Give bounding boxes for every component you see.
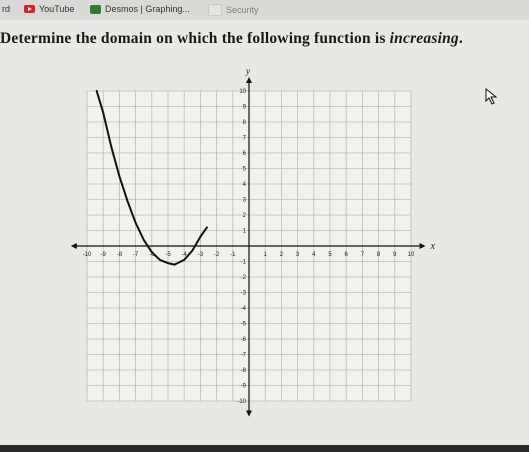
x-tick-label: -4 [181, 252, 187, 258]
y-tick-label: -2 [240, 275, 246, 281]
x-tick-label: -1 [230, 252, 236, 258]
bookmark-desmos-label: Desmos | Graphing... [105, 4, 190, 14]
y-tick-label: -9 [240, 383, 246, 390]
x-tick-label: 5 [328, 252, 332, 258]
y-tick-label: -1 [240, 259, 246, 266]
y-axis-label: y [246, 65, 250, 76]
x-tick-label: 3 [295, 252, 300, 258]
bookmark-security-label: Security [226, 5, 259, 15]
x-tick-label: 2 [279, 252, 284, 258]
mouse-cursor-icon [485, 88, 499, 106]
x-tick-label: 7 [360, 252, 365, 258]
x-tick-label: 9 [393, 252, 397, 258]
x-axis-arrow-right [420, 243, 426, 249]
x-tick-label: -7 [132, 252, 139, 258]
y-tick-label: -5 [240, 321, 246, 328]
x-tick-label: 6 [344, 252, 348, 258]
y-axis-arrow-down [246, 411, 252, 417]
y-tick-label: 10 [239, 89, 246, 95]
y-tick-label: 9 [242, 104, 246, 111]
x-tick-label: -8 [116, 252, 123, 258]
y-tick-label: 7 [242, 135, 246, 142]
y-tick-label: -6 [240, 337, 246, 343]
taskbar-edge [0, 445, 529, 452]
y-tick-label: 6 [242, 151, 246, 157]
x-tick-label: 1 [263, 252, 267, 258]
bookmark-rd-label: rd [2, 4, 11, 14]
y-tick-label: -3 [240, 290, 246, 297]
y-tick-label: 4 [242, 182, 246, 188]
question-emphasis: increasing [389, 30, 459, 47]
x-tick-label: -3 [197, 252, 204, 258]
y-tick-label: 2 [242, 213, 246, 219]
y-tick-label: 1 [242, 228, 246, 235]
y-tick-label: -4 [240, 306, 246, 312]
question-suffix: . [458, 30, 463, 47]
y-tick-label: 5 [242, 166, 246, 173]
x-tick-label: 10 [407, 252, 415, 258]
y-tick-label: 3 [242, 197, 246, 204]
x-tick-label: 4 [312, 252, 316, 258]
x-tick-label: -10 [82, 252, 92, 258]
x-axis-arrow-left [71, 243, 77, 249]
y-tick-label: 8 [242, 120, 246, 126]
x-tick-label: -2 [213, 252, 220, 258]
bookmark-youtube-label: YouTube [39, 4, 75, 14]
x-tick-label: -5 [165, 252, 171, 258]
question-prefix: Determine the domain on which the following function is [0, 30, 390, 47]
x-tick-label: -6 [149, 252, 155, 258]
y-tick-label: -10 [237, 399, 246, 405]
y-tick-label: -8 [240, 368, 246, 374]
y-tick-label: -7 [240, 352, 246, 359]
x-tick-label: -9 [100, 252, 106, 258]
x-axis-label: x [430, 241, 435, 252]
y-axis-arrow-up [246, 77, 252, 83]
x-tick-label: 8 [376, 252, 381, 258]
